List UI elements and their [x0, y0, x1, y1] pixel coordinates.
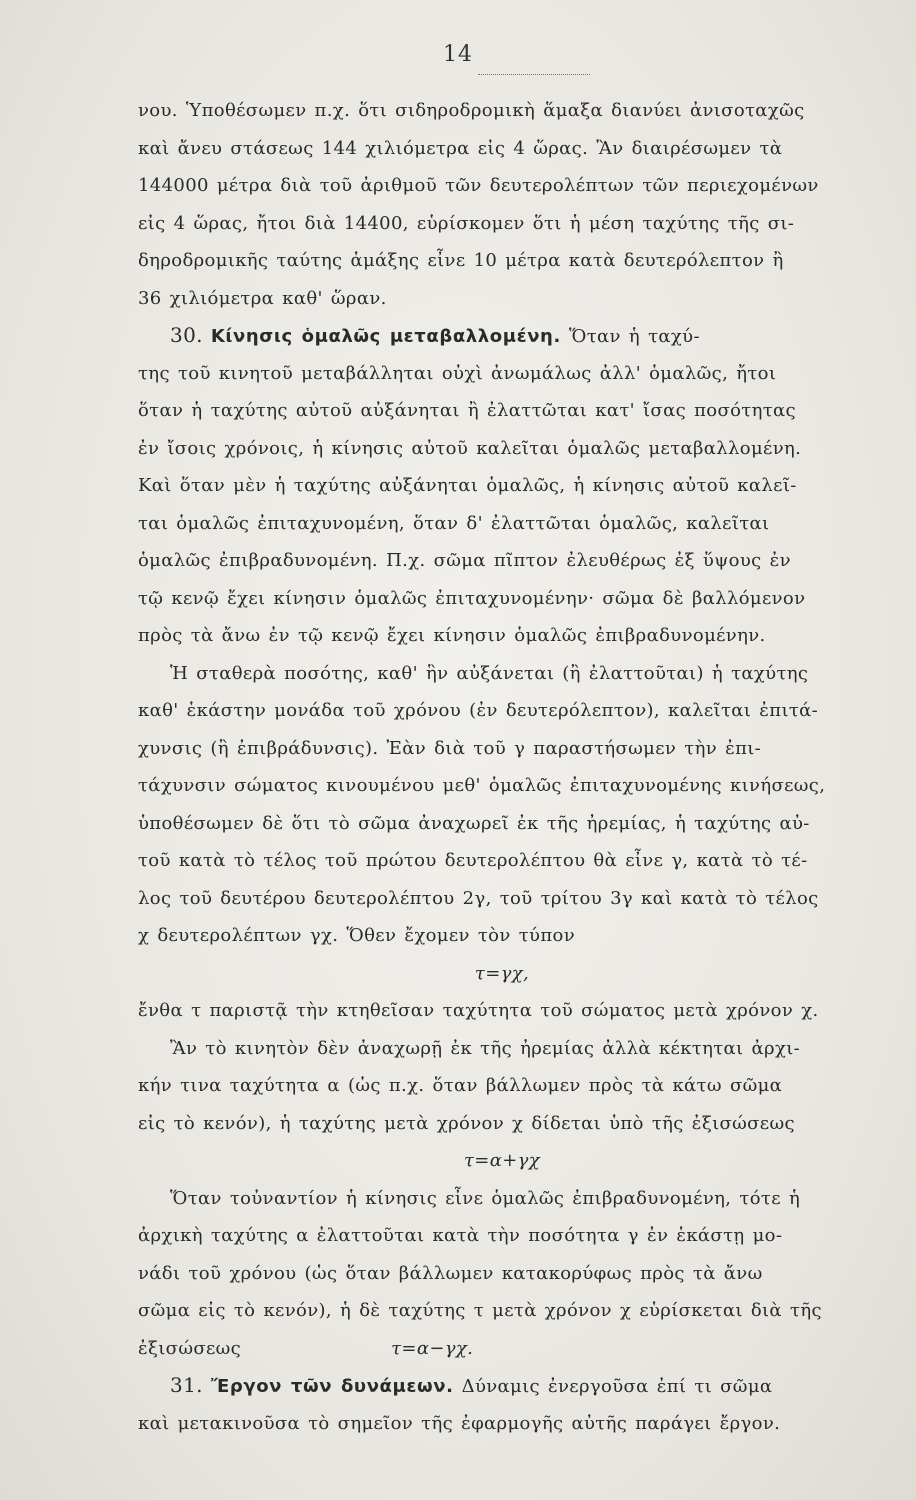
page-number: 14 [443, 42, 473, 67]
text-line: Καὶ ὅταν μὲν ἡ ταχύτης αὐξάνηται ὁμαλῶς, ἡ κίνησις αὐτοῦ καλεῖ- [138, 475, 797, 496]
text-line: σῶμα εἰς τὸ κενόν), ἡ δὲ ταχύτης τ μετὰ χρόνον χ εὑρίσκεται διὰ τῆς [138, 1300, 822, 1321]
text-line: καὶ ἄνευ στάσεως 144 χιλιόμετρα εἰς 4 ὥρας. Ἂν διαιρέσωμεν τὰ [138, 137, 783, 159]
text-line: εἰς 4 ὥρας, ἤτοι διὰ 14400, εὑρίσκομεν ὅτι ἡ μέση ταχύτης τῆς σι- [138, 212, 795, 234]
text-line: χυνσις (ἢ ἐπιβράδυνσις). Ἐὰν διὰ τοῦ γ παραστήσωμεν τὴν ἐπι- [138, 737, 762, 759]
section-30-line [138, 317, 906, 355]
page-body [138, 92, 906, 1442]
text-line: ἀρχικὴ ταχύτης α ἐλαττοῦται κατὰ τὴν ποσότητα γ ἐν ἑκάστῃ μο- [138, 1225, 783, 1246]
section-number: 30. [170, 323, 203, 347]
text-line: Ἡ σταθερὰ ποσότης, καθ' ἣν αὐξάνεται (ἢ ἐλαττοῦται) ἡ ταχύτης [170, 662, 809, 684]
text-line: νου. Ὑποθέσωμεν π.χ. ὅτι σιδηροδρομικὴ ἅμαξα διανύει ἀνισοταχῶς [138, 100, 805, 121]
text-line: Ἂν τὸ κινητὸν δὲν ἀναχωρῇ ἐκ τῆς ἠρεμίας ἀλλὰ κέκτηται ἀρχι- [170, 1037, 801, 1059]
text-line: ται ὁμαλῶς ἐπιταχυνομένη, ὅταν δ' ἐλαττῶται ὁμαλῶς, καλεῖται [138, 512, 770, 534]
text-line: της τοῦ κινητοῦ μεταβάλληται οὐχὶ ἀνωμάλως ἀλλ' ὁμαλῶς, ἤτοι [138, 362, 777, 384]
text-line: νάδι τοῦ χρόνου (ὡς ὅταν βάλλωμεν κατακορύφως πρὸς τὰ ἄνω [138, 1262, 763, 1284]
text-line: τῷ κενῷ ἔχει κίνησιν ὁμαλῶς ἐπιταχυνομένην· σῶμα δὲ βαλλόμενον [138, 587, 806, 609]
equation: τ=γχ, [474, 962, 530, 984]
text-line: ἐν ἴσοις χρόνοις, ἡ κίνησις αὐτοῦ καλεῖται ὁμαλῶς μεταβαλλομένη. [138, 437, 802, 459]
section-heading: Κίνησις ὁμαλῶς μεταβαλλομένη. [210, 326, 561, 347]
text-line: εἰς τὸ κενόν), ἡ ταχύτης μετὰ χρόνον χ δίδεται ὑπὸ τῆς ἐξισώσεως [138, 1112, 795, 1134]
text-line: κήν τινα ταχύτητα α (ὡς π.χ. ὅταν βάλλωμεν πρὸς τὰ κάτω σῶμα [138, 1075, 783, 1096]
section-text: Δύναμις ἐνεργοῦσα ἐπί τι σῶμα [453, 1376, 773, 1397]
text-line: τάχυνσιν σώματος κινουμένου μεθ' ὁμαλῶς ἐπιταχυνομένης κινήσεως, [138, 775, 826, 796]
text-line: πρὸς τὰ ἄνω ἐν τῷ κενῷ ἔχει κίνησιν ὁμαλῶς ἐπιβραδυνομένην. [138, 625, 766, 646]
text-line: ὁμαλῶς ἐπιβραδυνομένη. Π.χ. σῶμα πῖπτον ἐλευθέρως ἐξ ὕψους ἐν [138, 550, 791, 571]
text-line: Ὅταν τοὐναντίον ἡ κίνησις εἶνε ὁμαλῶς ἐπιβραδυνομένη, τότε ἡ [170, 1187, 801, 1209]
equation: τ=α−γχ. [391, 1337, 474, 1359]
section-number: 31. [170, 1373, 203, 1397]
text-line: ὑποθέσωμεν δὲ ὅτι τὸ σῶμα ἀναχωρεῖ ἐκ τῆς ἠρεμίας, ἡ ταχύτης αὐ- [138, 812, 810, 834]
text-line: καθ' ἑκάστην μονάδα τοῦ χρόνου (ἐν δευτερόλεπτον), καλεῖται ἐπιτά- [138, 700, 819, 721]
text-line: χ δευτερολέπτων γχ. Ὅθεν ἔχομεν τὸν τύπον [138, 925, 575, 946]
text-line: λος τοῦ δευτέρου δευτερολέπτου 2γ, τοῦ τρίτου 3γ καὶ κατὰ τὸ τέλος [138, 887, 819, 909]
header-rule [478, 74, 590, 75]
text-line: 36 χιλιόμετρα καθ' ὥραν. [138, 287, 387, 309]
section-31-line [138, 1367, 906, 1405]
text-lead: ἐξισώσεως [138, 1337, 242, 1359]
section-heading: Ἔργον τῶν δυνάμεων. [210, 1376, 454, 1397]
section-text: Ὅταν ἡ ταχύ- [560, 326, 700, 347]
text-line: 144000 μέτρα διὰ τοῦ ἀριθμοῦ τῶν δευτερολέπτων τῶν περιεχομένων [138, 175, 819, 196]
equation-line [138, 1330, 906, 1368]
text-line: τοῦ κατὰ τὸ τέλος τοῦ πρώτου δευτερολέπτου θὰ εἶνε γ, κατὰ τὸ τέ- [138, 850, 808, 871]
equation: τ=α+γχ [463, 1150, 541, 1171]
text-line: ἔνθα τ παριστᾷ τὴν κτηθεῖσαν ταχύτητα τοῦ σώματος μετὰ χρόνον χ. [138, 1000, 819, 1021]
text-line: δηροδρομικῆς ταύτης ἁμάξης εἶνε 10 μέτρα κατὰ δευτερόλεπτον ἢ [138, 250, 784, 271]
text-line: ὅταν ἡ ταχύτης αὐτοῦ αὐξάνηται ἢ ἐλαττῶται κατ' ἴσας ποσότητας [138, 400, 796, 421]
text-line: καὶ μετακινοῦσα τὸ σημεῖον τῆς ἐφαρμογῆς αὐτῆς παράγει ἔργον. [138, 1412, 781, 1434]
